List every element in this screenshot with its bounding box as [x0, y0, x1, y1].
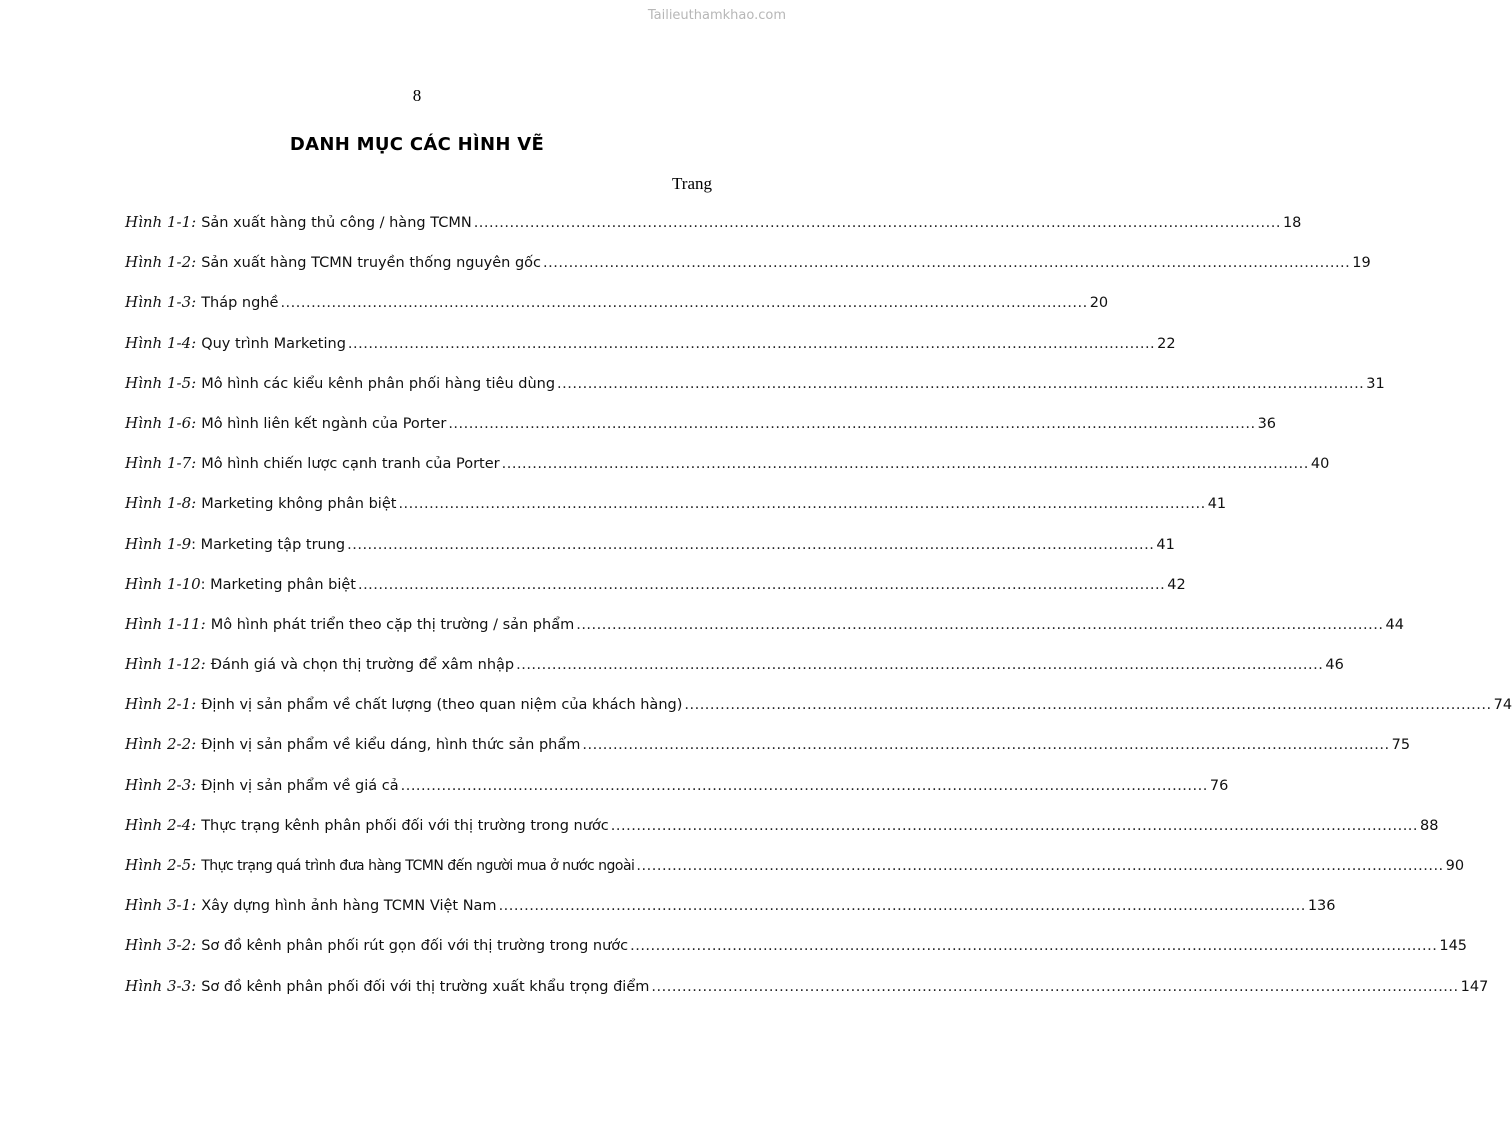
figure-caption: Mô hình phát triển theo cặp thị trường / sản phẩm [210, 616, 575, 633]
figure-caption: Mô hình chiến lược cạnh tranh của Porter [201, 456, 500, 473]
figure-page: 19 [1352, 255, 1371, 272]
list-item [125, 815, 1439, 856]
dot-leader [347, 537, 1154, 553]
list-item [125, 253, 1371, 293]
list-item [125, 333, 1176, 374]
list-item [125, 936, 1468, 976]
figure-page: 46 [1325, 657, 1344, 674]
figure-page: 90 [1445, 858, 1465, 874]
page-column-header: Trang [672, 174, 712, 193]
list-item [125, 293, 1109, 333]
figure-page: 76 [1209, 777, 1229, 794]
figure-label: Hình 2-2: [125, 735, 197, 754]
figure-label: Hình 2-4: [125, 815, 197, 834]
list-item [125, 454, 1330, 494]
dot-leader [636, 858, 1443, 874]
figure-label: Hình 2-3: [125, 775, 197, 794]
dot-leader [401, 778, 1208, 794]
figure-label: Hình 1-6: [125, 413, 197, 432]
dot-leader [280, 295, 1087, 311]
figure-page: 145 [1439, 938, 1468, 955]
figure-label: Hình 2-1: [125, 695, 197, 714]
page-title: DANH MỤC CÁC HÌNH VẼ [289, 134, 545, 155]
figure-label: Hình 1-2: [125, 253, 197, 272]
figure-caption: Marketing không phân biệt [201, 496, 397, 513]
dot-leader [358, 577, 1165, 593]
list-item [125, 655, 1344, 695]
figure-caption: Định vị sản phẩm về giá cả [201, 777, 399, 794]
figure-page: 41 [1207, 496, 1227, 513]
figure-label: Hình 1-10 [125, 574, 201, 593]
list-item [125, 574, 1186, 615]
dot-leader [348, 336, 1155, 352]
dot-leader [499, 898, 1306, 914]
list-item [125, 494, 1227, 534]
figure-page: 136 [1307, 898, 1336, 915]
figure-caption: Sản xuất hàng TCMN truyền thống nguyên gốc [201, 255, 542, 272]
list-item [125, 614, 1404, 655]
figure-page: 41 [1156, 536, 1175, 553]
dot-leader [576, 617, 1383, 633]
figure-caption: Sơ đồ kênh phân phối rút gọn đối với thị trường trong nước [201, 938, 629, 955]
figure-page: 31 [1366, 375, 1385, 392]
page-number: 8 [412, 86, 422, 105]
figure-label: Hình 3-1: [125, 896, 197, 915]
figure-caption: : Marketing tập trung [191, 536, 346, 553]
figure-label: Hình 3-2: [125, 936, 197, 955]
figure-label: Hình 1-3: [125, 293, 197, 312]
dot-leader [474, 215, 1281, 231]
figure-label: Hình 1-7: [125, 454, 197, 473]
list-item [125, 213, 1302, 253]
list-item [125, 896, 1336, 936]
dot-leader [543, 255, 1350, 271]
figure-caption: Thực trạng kênh phân phối đối với thị trường trong nước [201, 817, 609, 834]
figure-label: Hình 1-1: [125, 213, 197, 231]
figure-label: Hình 1-4: [125, 333, 197, 352]
figure-caption: Sơ đồ kênh phân phối đối với thị trường xuất khẩu trọng điểm [201, 978, 650, 995]
figure-label: Hình 3-3: [125, 976, 197, 995]
dot-leader [630, 938, 1437, 954]
figure-caption: Tháp nghề [201, 295, 279, 312]
figure-page: 42 [1167, 576, 1186, 593]
figure-caption: : Marketing phân biệt [200, 576, 356, 593]
dot-leader [651, 979, 1458, 995]
dot-leader [611, 818, 1418, 834]
figure-label: Hình 1-12: [125, 655, 206, 674]
figure-page: 20 [1089, 295, 1109, 312]
figure-caption: Sản xuất hàng thủ công / hàng TCMN [201, 215, 472, 231]
dot-leader [684, 697, 1491, 713]
dot-leader [502, 456, 1309, 472]
dot-leader [582, 737, 1389, 753]
watermark: Tailieuthamkhao.com [647, 8, 786, 23]
figure-caption: Định vị sản phẩm về chất lượng (theo quan niệm của khách hàng) [201, 697, 683, 714]
figure-label: Hình 1-8: [125, 494, 197, 513]
figure-caption: Mô hình liên kết ngành của Porter [201, 415, 447, 432]
figure-caption: Mô hình các kiểu kênh phân phối hàng tiêu dùng [201, 375, 556, 392]
dot-leader [516, 657, 1323, 673]
dot-leader [448, 416, 1255, 432]
figure-page: 36 [1257, 415, 1277, 432]
list-item [125, 735, 1411, 775]
list-item [125, 413, 1277, 454]
dot-leader [557, 376, 1364, 392]
figure-caption: Thực trạng quá trình đưa hàng TCMN đến người mua ở nước ngoài [201, 858, 635, 874]
figure-page: 75 [1391, 737, 1411, 754]
figure-label: Hình 2-5: [125, 856, 197, 874]
figure-label: Hình 1-11: [125, 614, 206, 633]
figure-label: Hình 1-9 [125, 534, 192, 553]
figure-page: 147 [1460, 978, 1489, 995]
figure-page: 74 [1493, 697, 1512, 714]
figure-list [125, 213, 1512, 1017]
figure-page: 22 [1157, 335, 1176, 352]
figure-page: 44 [1385, 616, 1404, 633]
list-item [125, 534, 1175, 575]
figure-label: Hình 1-5: [125, 373, 197, 392]
figure-caption: Xây dựng hình ảnh hàng TCMN Việt Nam [201, 898, 497, 915]
figure-caption: Quy trình Marketing [201, 335, 346, 352]
figure-page: 18 [1282, 215, 1302, 231]
figure-caption: Đánh giá và chọn thị trường để xâm nhập [210, 657, 515, 674]
list-item [125, 775, 1229, 816]
figure-page: 88 [1420, 817, 1439, 834]
figure-caption: Định vị sản phẩm về kiểu dáng, hình thức sản phẩm [201, 737, 581, 754]
list-item [125, 695, 1512, 735]
figure-page: 40 [1310, 456, 1330, 473]
list-item [125, 856, 1465, 896]
dot-leader [398, 496, 1205, 512]
list-item [125, 373, 1385, 414]
list-item [125, 976, 1489, 1017]
